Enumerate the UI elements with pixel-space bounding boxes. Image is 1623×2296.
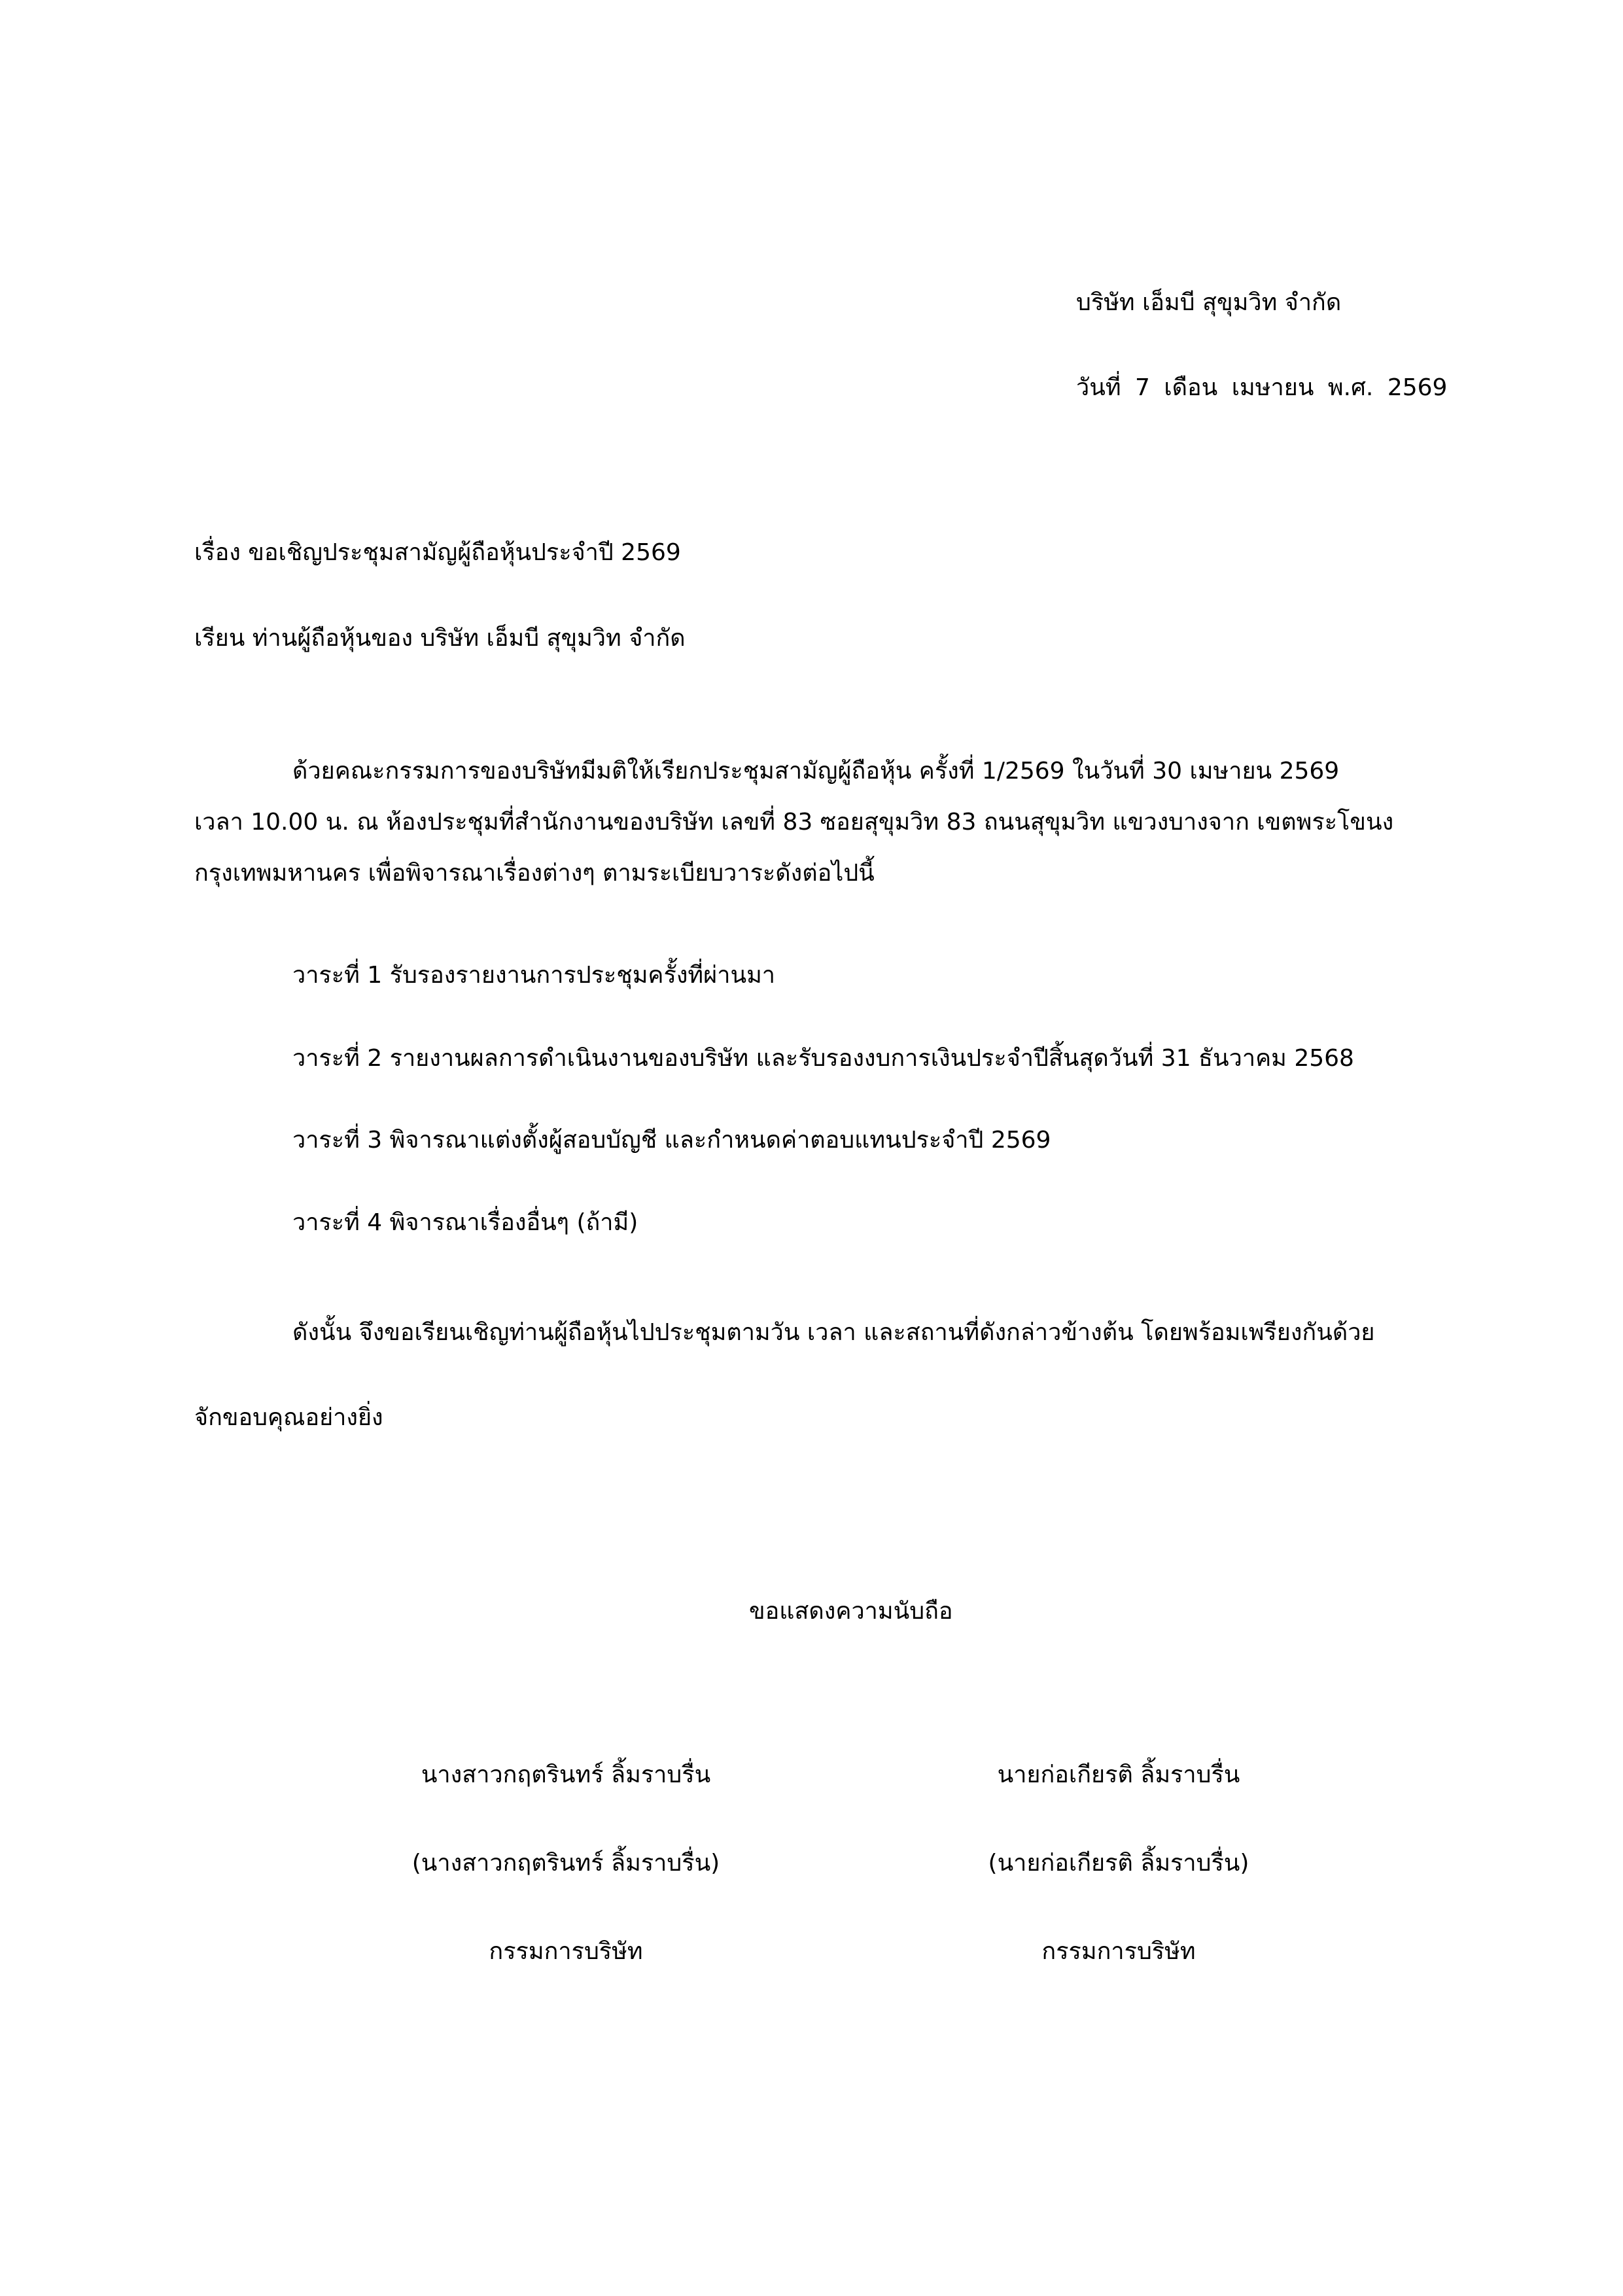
signer-position: กรรมการบริษัท (489, 1938, 643, 1965)
agenda-item-3: วาระที่ 3 พิจารณาแต่งตั้งผู้สอบบัญชี และกำหนดค่าตอบแทนประจำปี 2569 (292, 1127, 1051, 1154)
signature-name: นางสาวกฤตรินทร์ ลิ้มราบรื่น (421, 1761, 711, 1788)
signature-block-right (883, 1760, 1354, 2025)
printed-name: (นางสาวกฤตรินทร์ ลิ้มราบรื่น) (411, 1850, 720, 1877)
agenda-item-4: วาระที่ 4 พิจารณาเรื่องอื่นๆ (ถ้ามี) (292, 1209, 638, 1236)
agenda-item-1: วาระที่ 1 รับรองรายงานการประชุมครั้งที่ผ่านมา (292, 962, 776, 989)
regards-line: ขอแสดงความนับถือ (749, 1598, 953, 1625)
body-line-1: ด้วยคณะกรรมการของบริษัทมีมติให้เรียกประชุมสามัญผู้ถือหุ้น ครั้งที่ 1/2569 ในวันที่ 30 เมษายน 2569 (292, 758, 1340, 785)
agenda-item-2: วาระที่ 2 รายงานผลการดำเนินงานของบริษัท และรับรองงบการเงินประจำปีสิ้นสุดวันที่ 31 ธันวาคม 2568 (292, 1045, 1354, 1072)
signature-block-left (330, 1760, 801, 2025)
body-line-2: เวลา 10.00 น. ณ ห้องประชุมที่สำนักงานของบริษัท เลขที่ 83 ซอยสุขุมวิท 83 ถนนสุขุมวิท แขวงบางจาก เขตพระโขนง (194, 809, 1394, 836)
closing-paragraph (194, 1290, 1480, 1460)
closing-line-2: จักขอบคุณอย่างยิ่ง (194, 1404, 383, 1431)
recipient-line: เรียน ท่านผู้ถือหุ้นของ บริษัท เอ็มบี สุขุมวิท จำกัด (194, 625, 686, 652)
date-month-prefix: เดือน (1164, 374, 1218, 401)
closing-line-1: ดังนั้น จึงขอเรียนเชิญท่านผู้ถือหุ้นไปประชุมตามวัน เวลา และสถานที่ดังกล่าวข้างต้น โดยพร้อมเพรียงกันด้วย (292, 1319, 1375, 1346)
document-date (1076, 373, 1454, 402)
date-year: 2569 (1387, 374, 1448, 401)
date-month: เมษายน (1231, 374, 1314, 401)
body-line-3: กรุงเทพมหานคร เพื่อพิจารณาเรื่องต่างๆ ตามระเบียบวาระดังต่อไปนี้ (194, 860, 875, 887)
date-prefix: วันที่ (1076, 374, 1121, 401)
printed-name: (นายก่อเกียรติ ลิ้มราบรื่น) (988, 1850, 1249, 1877)
subject-line: เรื่อง ขอเชิญประชุมสามัญผู้ถือหุ้นประจำปี 2569 (194, 539, 681, 566)
signer-position: กรรมการบริษัท (1041, 1938, 1196, 1965)
body-paragraph (194, 746, 1480, 899)
signature-name: นายก่อเกียรติ ลิ้มราบรื่น (997, 1761, 1240, 1788)
company-name: บริษัท เอ็มบี สุขุมวิท จำกัด (1076, 289, 1342, 316)
date-day: 7 (1135, 374, 1150, 401)
date-era: พ.ศ. (1327, 374, 1374, 401)
